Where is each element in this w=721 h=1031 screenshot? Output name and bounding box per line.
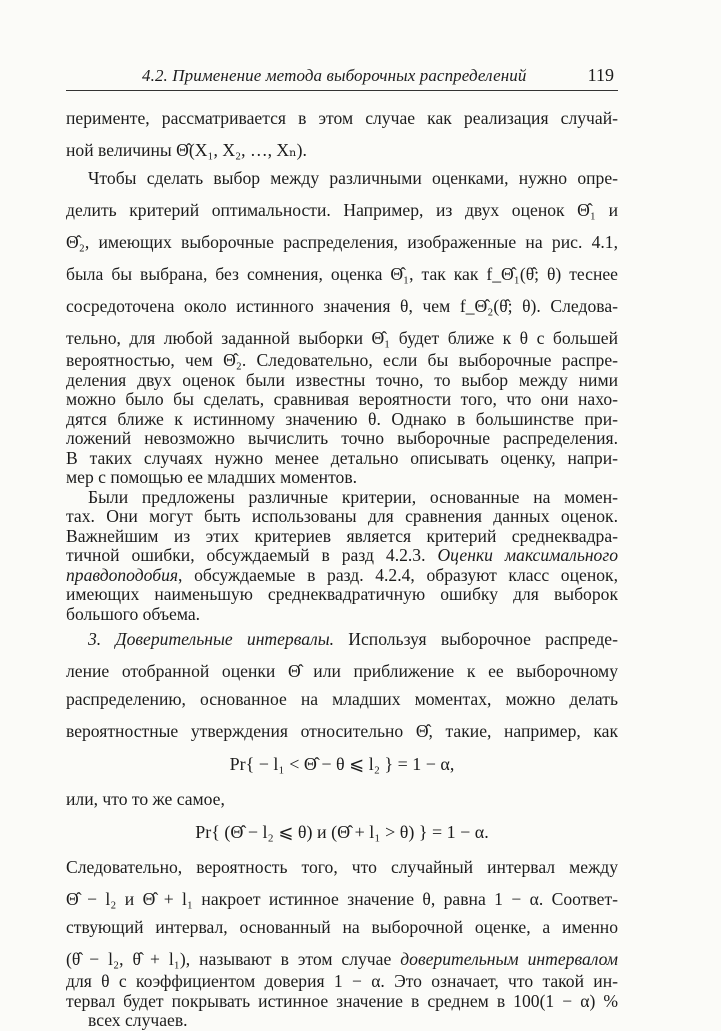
formula-2: Pr{ (Θ̂ − l₂ ⩽ θ) и (Θ̂ + l₁ > θ) } = 1 − α.	[195, 822, 489, 842]
text-line: В таких случаях нужно менее детально описывать оценку, напри-	[66, 448, 618, 468]
page-body	[66, 99, 618, 1031]
italic-term: Оценки максимального	[437, 546, 618, 565]
paragraph-2	[66, 163, 618, 351]
italic-term: доверительным интервалом	[400, 949, 618, 969]
text-line: Важнейшим из этих критериев является критерий среднеквадра-	[66, 526, 618, 546]
text-line: сосредоточена около истинного значения θ, чем f_Θ̂₂(θ̂; θ). Следова-	[66, 296, 618, 316]
text-line: вероятностные утверждения относительно Θ̂, такие, например, как	[66, 721, 618, 741]
text-line: ствующий интервал, основанный на выборочной оценке, а именно	[66, 917, 618, 937]
text-line: правдоподобия, обсуждаемые в разд. 4.2.4, образуют класс оценок,	[66, 565, 618, 585]
paragraph-1	[66, 99, 618, 163]
text-line: (θ̂ − l₂, θ̂ + l₁), называют в этом случае доверительным интервалом	[66, 949, 618, 969]
text-line: тах. Они могут быть использованы для сравнения данных оценок.	[66, 507, 618, 526]
italic-term: правдоподобия	[66, 565, 179, 585]
text-line: ление отобранной оценки Θ̂ или приближение к ее выборочному	[66, 661, 618, 681]
text-line: можно было бы сделать, сравнивая вероятности того, что они нахо-	[66, 390, 618, 409]
text-line: Θ̂₂, имеющих выборочные распределения, изображенные на рис. 4.1,	[66, 232, 618, 252]
text-line: всех случаев.	[88, 1011, 188, 1030]
text-line: тичной ошибки, обсуждаемый в разд 4.2.3. Оценки максимального	[66, 546, 618, 565]
text-line: Следовательно, вероятность того, что случайный интервал между	[66, 857, 618, 877]
text-line: или, что то же самое,	[66, 789, 225, 809]
paragraph-3	[66, 624, 618, 972]
text-line: Θ̂ − l₂ и Θ̂ + l₁ накроет истинное значение θ, равна 1 − α. Соответ-	[66, 889, 618, 909]
text-line: Были предложены различные критерии, основанные на момен-	[88, 487, 618, 507]
text-line: Чтобы сделать выбор между различными оценками, нужно опре-	[88, 168, 618, 188]
text-line: ной величины Θ̂(X₁, X₂, …, Xₙ).	[66, 140, 307, 160]
page-number: 119	[587, 65, 614, 85]
running-title: 4.2. Применение метода выборочных распределений	[142, 66, 527, 85]
text-line: большого объема.	[66, 604, 201, 624]
text-line: была бы выбрана, без сомнения, оценка Θ̂₁, так как f_Θ̂₁(θ̂; θ) теснее	[66, 264, 618, 284]
text-line: перименте, рассматривается в этом случае как реализация случай-	[66, 108, 618, 128]
formula-1: Pr{ − l₁ < Θ̂ − θ ⩽ l₂ } = 1 − α,	[229, 754, 455, 774]
running-header	[66, 64, 618, 91]
paragraph-2-cont	[66, 351, 618, 624]
text-line: тервал будет покрывать истинное значение в среднем в 100(1 − α) %	[66, 991, 618, 1011]
text-line: имеющих наименьшую среднеквадратичную ошибку для выборок	[66, 585, 618, 604]
section-heading: 3. Доверительные интервалы.	[88, 629, 335, 649]
text-line: распределению, основанное на младших моментах, можно делать	[66, 689, 618, 709]
text-line: для θ с коэффициентом доверия 1 − α. Это означает, что такой ин-	[66, 972, 618, 991]
text-line: деления двух оценок были известны точно, то выбор между ними	[66, 370, 618, 390]
text-line: ложений невозможно вычислить точно выборочные распределения.	[66, 429, 618, 448]
text-line: вероятностью, чем Θ̂₂. Следовательно, если бы выборочные распре-	[66, 351, 618, 370]
text-line: 3. Доверительные интервалы. Используя выборочное распреде-	[88, 629, 618, 649]
text-line: дятся ближе к истинному значению θ. Однако в большинстве при-	[66, 409, 618, 429]
paragraph-3-cont	[66, 972, 618, 1031]
text-line: тельно, для любой заданной выборки Θ̂₁ будет ближе к θ с большей	[66, 328, 618, 348]
text-line: мер с помощью ее младших моментов.	[66, 468, 358, 487]
text-line: делить критерий оптимальности. Например, из двух оценок Θ̂₁ и	[66, 200, 618, 220]
